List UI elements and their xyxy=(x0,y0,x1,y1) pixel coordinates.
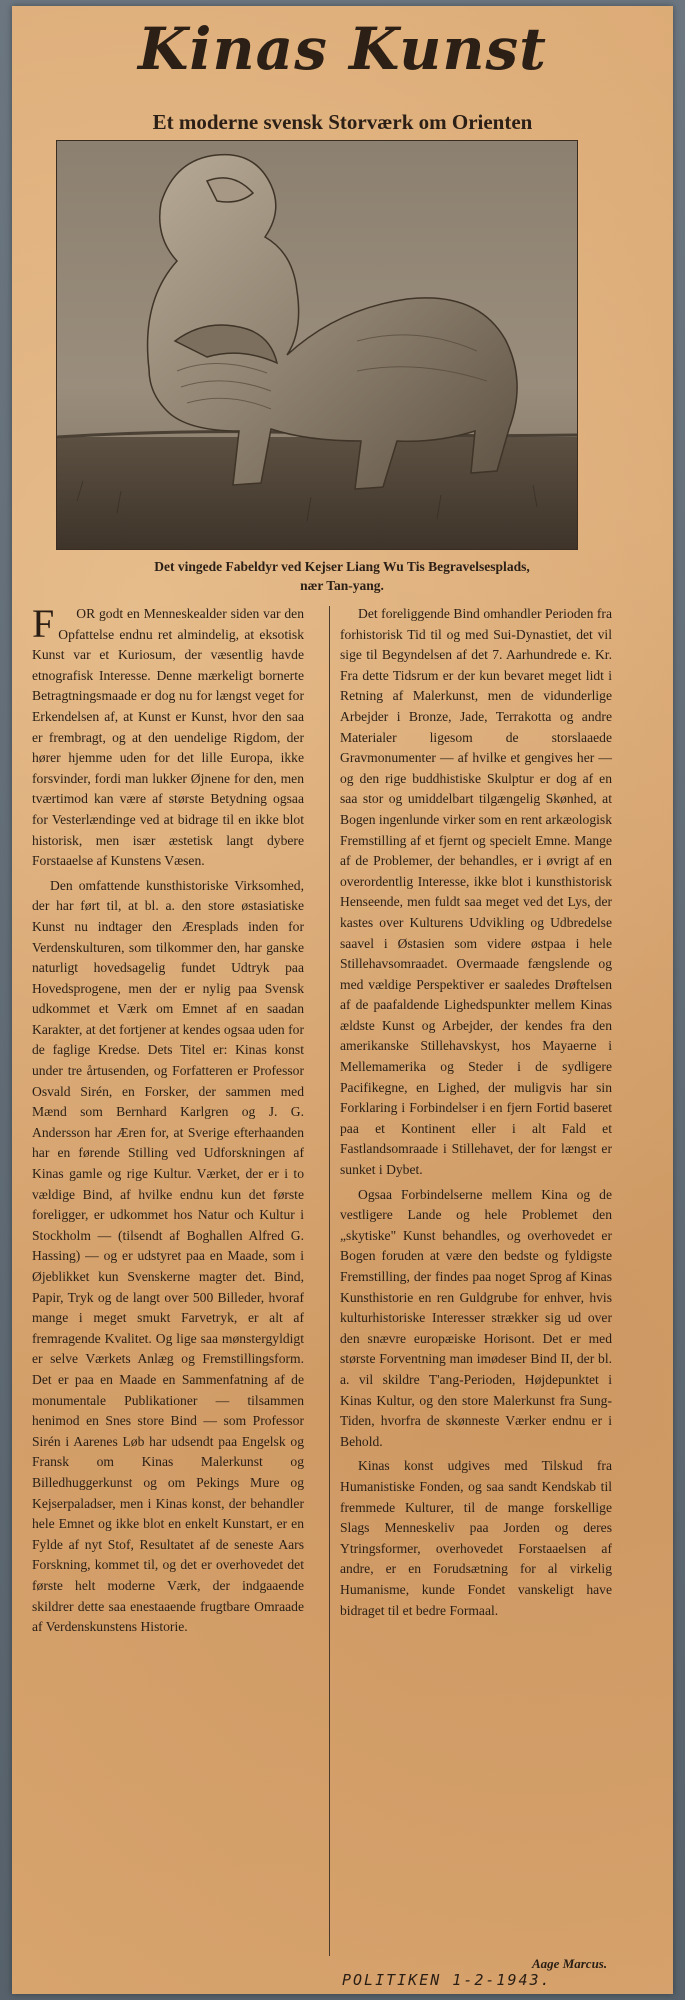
paragraph-text: OR godt en Menneskealder siden var den Opfattelse endnu ret almindelig, at eksotisk Kunst var et Kuriosum, der væsentlig havde etnografisk Interesse. Denne mærkeligt bornerte Betragtningsmaade er dog nu for længst veget for Erkendelsen af, at Kunst er Kunst, hvor den saa er frembragt, og at den uendelige Rigdom, der hører hjemme uden for det lille Europa, ikke forsvinder, fordi man lukker Øjnene for den, men tværtimod kan være af største Betydning ogsaa for Vesterlændinge ved at bidrage til en ikke blot historisk, men især æstetisk langt dybere Forstaaelse af Kunstens Væsen. xyxy=(32,606,304,869)
paragraph: Kinas konst udgives med Tilskud fra Humanistiske Fonden, og saa sandt Kendskab til fremmede Kulturer, til de mange forskellige Slags Menneskeliv paa Jorden og deres Ytringsformer, overhovedet Forstaaelsen af andre, er en Forudsætning for al virkelig Humanisme, kunde Fondet vanskeligt have bidraget til et bedre Formaal. xyxy=(340,1458,612,1618)
author-signature: Aage Marcus. xyxy=(532,1956,608,1971)
paragraph: Den omfattende kunsthistoriske Virksomhed, der har ført til, at bl. a. den store østasiatiske Kunst nu indtager den Æresplads inden for Verdenskulturen, som tilkommer den, har ganske naturligt hovedsagelig fundet Udtryk paa Hovedsprogene, men der er nylig paa Svensk udkommet et Værk om Emnet af en saadan Karakter, at det fortjener at kendes ogsaa uden for de faglige Kredse. Dets Titel er: Kinas konst under tre årtusenden, og Forfatteren er Professor Osvald Sirén, en Forsker, der sammen med Mænd som Bernhard Karlgren og J. G. Andersson har Æren for, at Sverige efterhaanden har en førende Stilling ved Udforskningen af Kinas gamle og rige Kultur. Værket, der er i to vældige Bind, af hvilke endnu kun det første foreligger, er udkommet hos Natur och Kultur i Stockholm — (tilsendt af Boghallen Alfred G. Hassing) — og er udstyret paa en Maade, som i Øjeblikket kun Svenskerne magter det. Bind, Papir, Tryk og de langt over 500 Billeder, hvoraf mange i meget smukt Farvetryk, er alt af fremragende Kvalitet. Og lige saa mønstergyldigt er selve Værkets Anlæg og Fremstillingsform. Det er paa en Maade en Sammenfatning af de monumentale Publikationer — tilsammen henimod en Snes store Bind — som Professor Sirén i Aarenes Løb har udsendt paa Engelsk og Fransk om Kinas Malerkunst og Billedhuggerkunst og om Pekings Mure og Kejserpaladser, men i Kinas konst, der behandler hele Emnet og ikke blot en enkelt Kunstart, er en Fylde af nyt Stof, Resultatet af de seneste Aars Forskning, kommet til, og det er overhovedet det første helt moderne Værk, der indgaaende skildrer dette saa enestaaende frugtbare Omraade af Verdenskunstens Historie. xyxy=(32,877,304,1635)
paragraph xyxy=(32,601,304,872)
photo-caption xyxy=(72,557,612,595)
column-divider xyxy=(329,606,330,1956)
paragraph: Det foreliggende Bind omhandler Perioden fra forhistorisk Tid til og med Sui-Dynastiet, det vil sige til Begyndelsen af det 7. Aarhundrede e. Kr. Fra dette Tidsrum er der kun bevaret meget lidt i Retning af Malerkunst, men de vidunderlige Arbejder i Bronze, Jade, Terrakotta og andre Materialer ligesom de storslaaede Gravmonumenter — af hvilke et gengives her — og den rige buddhistiske Skulptur er dog af en saa stor og umiddelbart tilgængelig Skønhed, at Bogen ingenlunde virker som en rent arkæologisk Fremstilling af et fjernt og specielt Emne. Mange af de Problemer, der behandles, er i øvrigt af en overordentlig Interesse, ikke blot i kunsthistorisk Henseende, men fuldt saa meget ved det Lys, der kastes over Kulturens Udvikling og Udbredelse saavel i Østasien som videre østpaa i hele Stillehavsomraadet. Overmaade fængslende og med vældige Perspektiver er saaledes Drøftelsen af de paafaldende Lighedspunkter mellem Kinas ældste Kunst og Arbejder, der kendes fra den amerikanske Stillehavskyst, hos Mayaerne i Mellemamerika og Steder i de sydligere Pacifikegne, en Lighed, der muligvis har sin Forklaring i Forbindelser i en fjern Fortid baseret paa et Kontinent eller i alt Fald et Fastlandsomraade i Stillehavet, der for længst er sunket i Dybet. xyxy=(340,606,612,1178)
caption-line-2: nær Tan-yang. xyxy=(300,578,384,593)
newspaper-clipping xyxy=(12,6,673,1994)
left-column xyxy=(32,601,304,1638)
subheadline: Et moderne svensk Storværk om Orienten xyxy=(152,110,533,134)
caption-line-1: Det vingede Fabeldyr ved Kejser Liang Wu Tis Begravelsesplads, xyxy=(154,559,530,574)
handwritten-source-note: POLITIKEN 1-2-1943. xyxy=(342,1971,552,1989)
drop-cap: F xyxy=(32,601,55,646)
right-column xyxy=(340,604,612,1621)
paragraph: Ogsaa Forbindelserne mellem Kina og de vestligere Lande og hele Problemet den „skytiske" Kunst behandles, og overhovedet er Bogen foruden at være den bedste og fyldigste Fremstilling, der findes paa noget Sprog af Kinas Kunsthistorie en ren Guldgrube for enhver, hvis kulturhistoriske Interesser strækker sig ud over den snævre europæiske Horisont. Det er med største Forventning man imødeser Bind II, der bl. a. vil skildre T'ang-Perioden, Højdepunktet i Kinas Kultur, og den store Malerkunst fra Sung-Tiden, hvorfra de skønneste Værker endnu er i Behold. xyxy=(340,1186,612,1449)
headline: Kinas Kunst xyxy=(138,15,547,83)
article-photo xyxy=(56,140,578,550)
